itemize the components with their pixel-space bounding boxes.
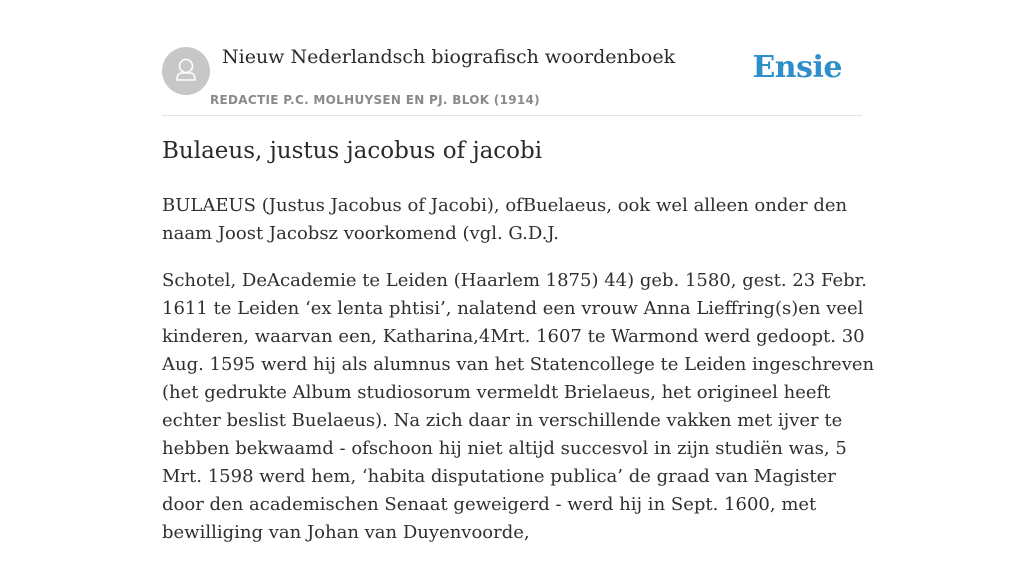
article-title: Bulaeus, justus jacobus of jacobi — [162, 138, 543, 164]
ensie-logo[interactable]: Ensie — [752, 50, 842, 85]
book-editors: REDACTIE P.C. MOLHUYSEN EN PJ. BLOK (1914) — [210, 93, 540, 107]
avatar[interactable] — [162, 47, 210, 95]
article-paragraph: Schotel, DeAcademie te Leiden (Haarlem 1875) 44) geb. 1580, gest. 23 Febr. 1611 te Leiden ‘ex lenta phtisi’, nalatend een vrouw Anna Lieffring(s)en veel kinderen, waarvan een, Katharina,4Mrt. 1607 te Warmond werd gedoopt. 30 Aug. 1595 werd hij als alumnus van het Statencollege te Leiden ingeschreven (het gedrukte Album studiosorum vermeldt Brielaeus, het origineel heeft echter beslist Buelaeus). Na zich daar in verschillende vakken met ijver te hebben bekwaamd - ofschoon hij niet altijd succesvol in zijn studiën was, 5 Mrt. 1598 werd hem, ‘habita disputatione publica’ de graad van Magister door den academischen Senaat geweigerd - werd hij in Sept. 1600, met bewilliging van Johan van Duyenvoorde, — [162, 270, 875, 543]
article-paragraph: BULAEUS (Justus Jacobus of Jacobi), ofBuelaeus, ook wel alleen onder den naam Joost Jacobsz voorkomend (vgl. G.D.J. — [162, 195, 848, 244]
article-body — [162, 192, 882, 566]
user-icon — [162, 47, 210, 95]
source-header — [162, 46, 862, 116]
book-title[interactable]: Nieuw Nederlandsch biografisch woordenboek — [222, 46, 676, 68]
